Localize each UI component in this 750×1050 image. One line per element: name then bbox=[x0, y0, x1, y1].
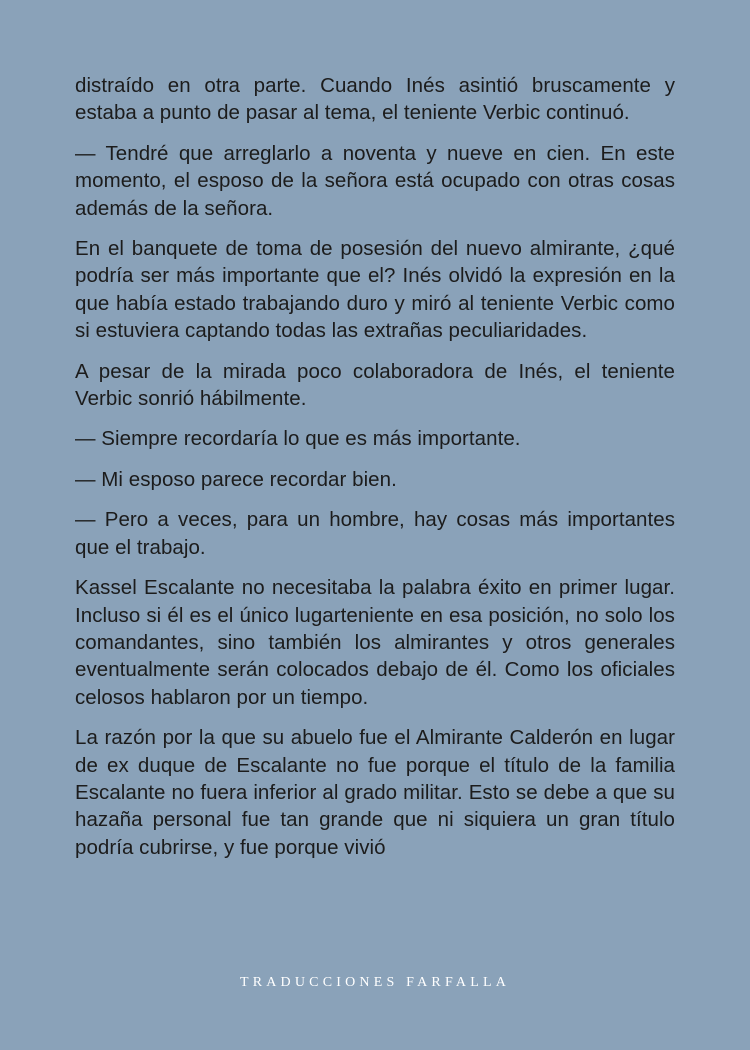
paragraph: — Siempre recordaría lo que es más importante. bbox=[75, 427, 521, 451]
paragraph: — Tendré que arreglarlo a noventa y nueve en cien. En este momento, el esposo de la señora está ocupado con otras cosas además de la señora. bbox=[75, 141, 675, 220]
paragraph: — Pero a veces, para un hombre, hay cosas más importantes que el trabajo. bbox=[75, 508, 675, 559]
footer-credit: TRADUCCIONES FARFALLA bbox=[239, 975, 511, 990]
paragraph: Kassel Escalante no necesitaba la palabra éxito en primer lugar. Incluso si él es el único lugarteniente en esa posición, no solo los comandantes, sino también los almirantes y otros generales eventualmente serán colocados debajo de él. Como los oficiales celosos hablaron por un tiempo. bbox=[75, 576, 675, 709]
paragraph: La razón por la que su abuelo fue el Almirante Calderón en lugar de ex duque de Escalante no fue porque el título de la familia Escalante no fuera inferior al grado militar. Esto se debe a que su hazaña personal fue tan grande que ni siquiera un gran título podría cubrirse, y fue porque vivió bbox=[75, 726, 675, 859]
page-text-body bbox=[75, 72, 675, 977]
paragraph: En el banquete de toma de posesión del nuevo almirante, ¿qué podría ser más importante que el? Inés olvidó la expresión en la que había estado trabajando duro y miró al teniente Verbic como si estuviera captando todas las extrañas peculiaridades. bbox=[75, 237, 675, 343]
paragraph: A pesar de la mirada poco colaboradora de Inés, el teniente Verbic sonrió hábilmente. bbox=[75, 359, 675, 411]
paragraph: distraído en otra parte. Cuando Inés asintió bruscamente y estaba a punto de pasar al tema, el teniente Verbic continuó. bbox=[75, 74, 675, 125]
paragraph: — Mi esposo parece recordar bien. bbox=[75, 467, 397, 491]
